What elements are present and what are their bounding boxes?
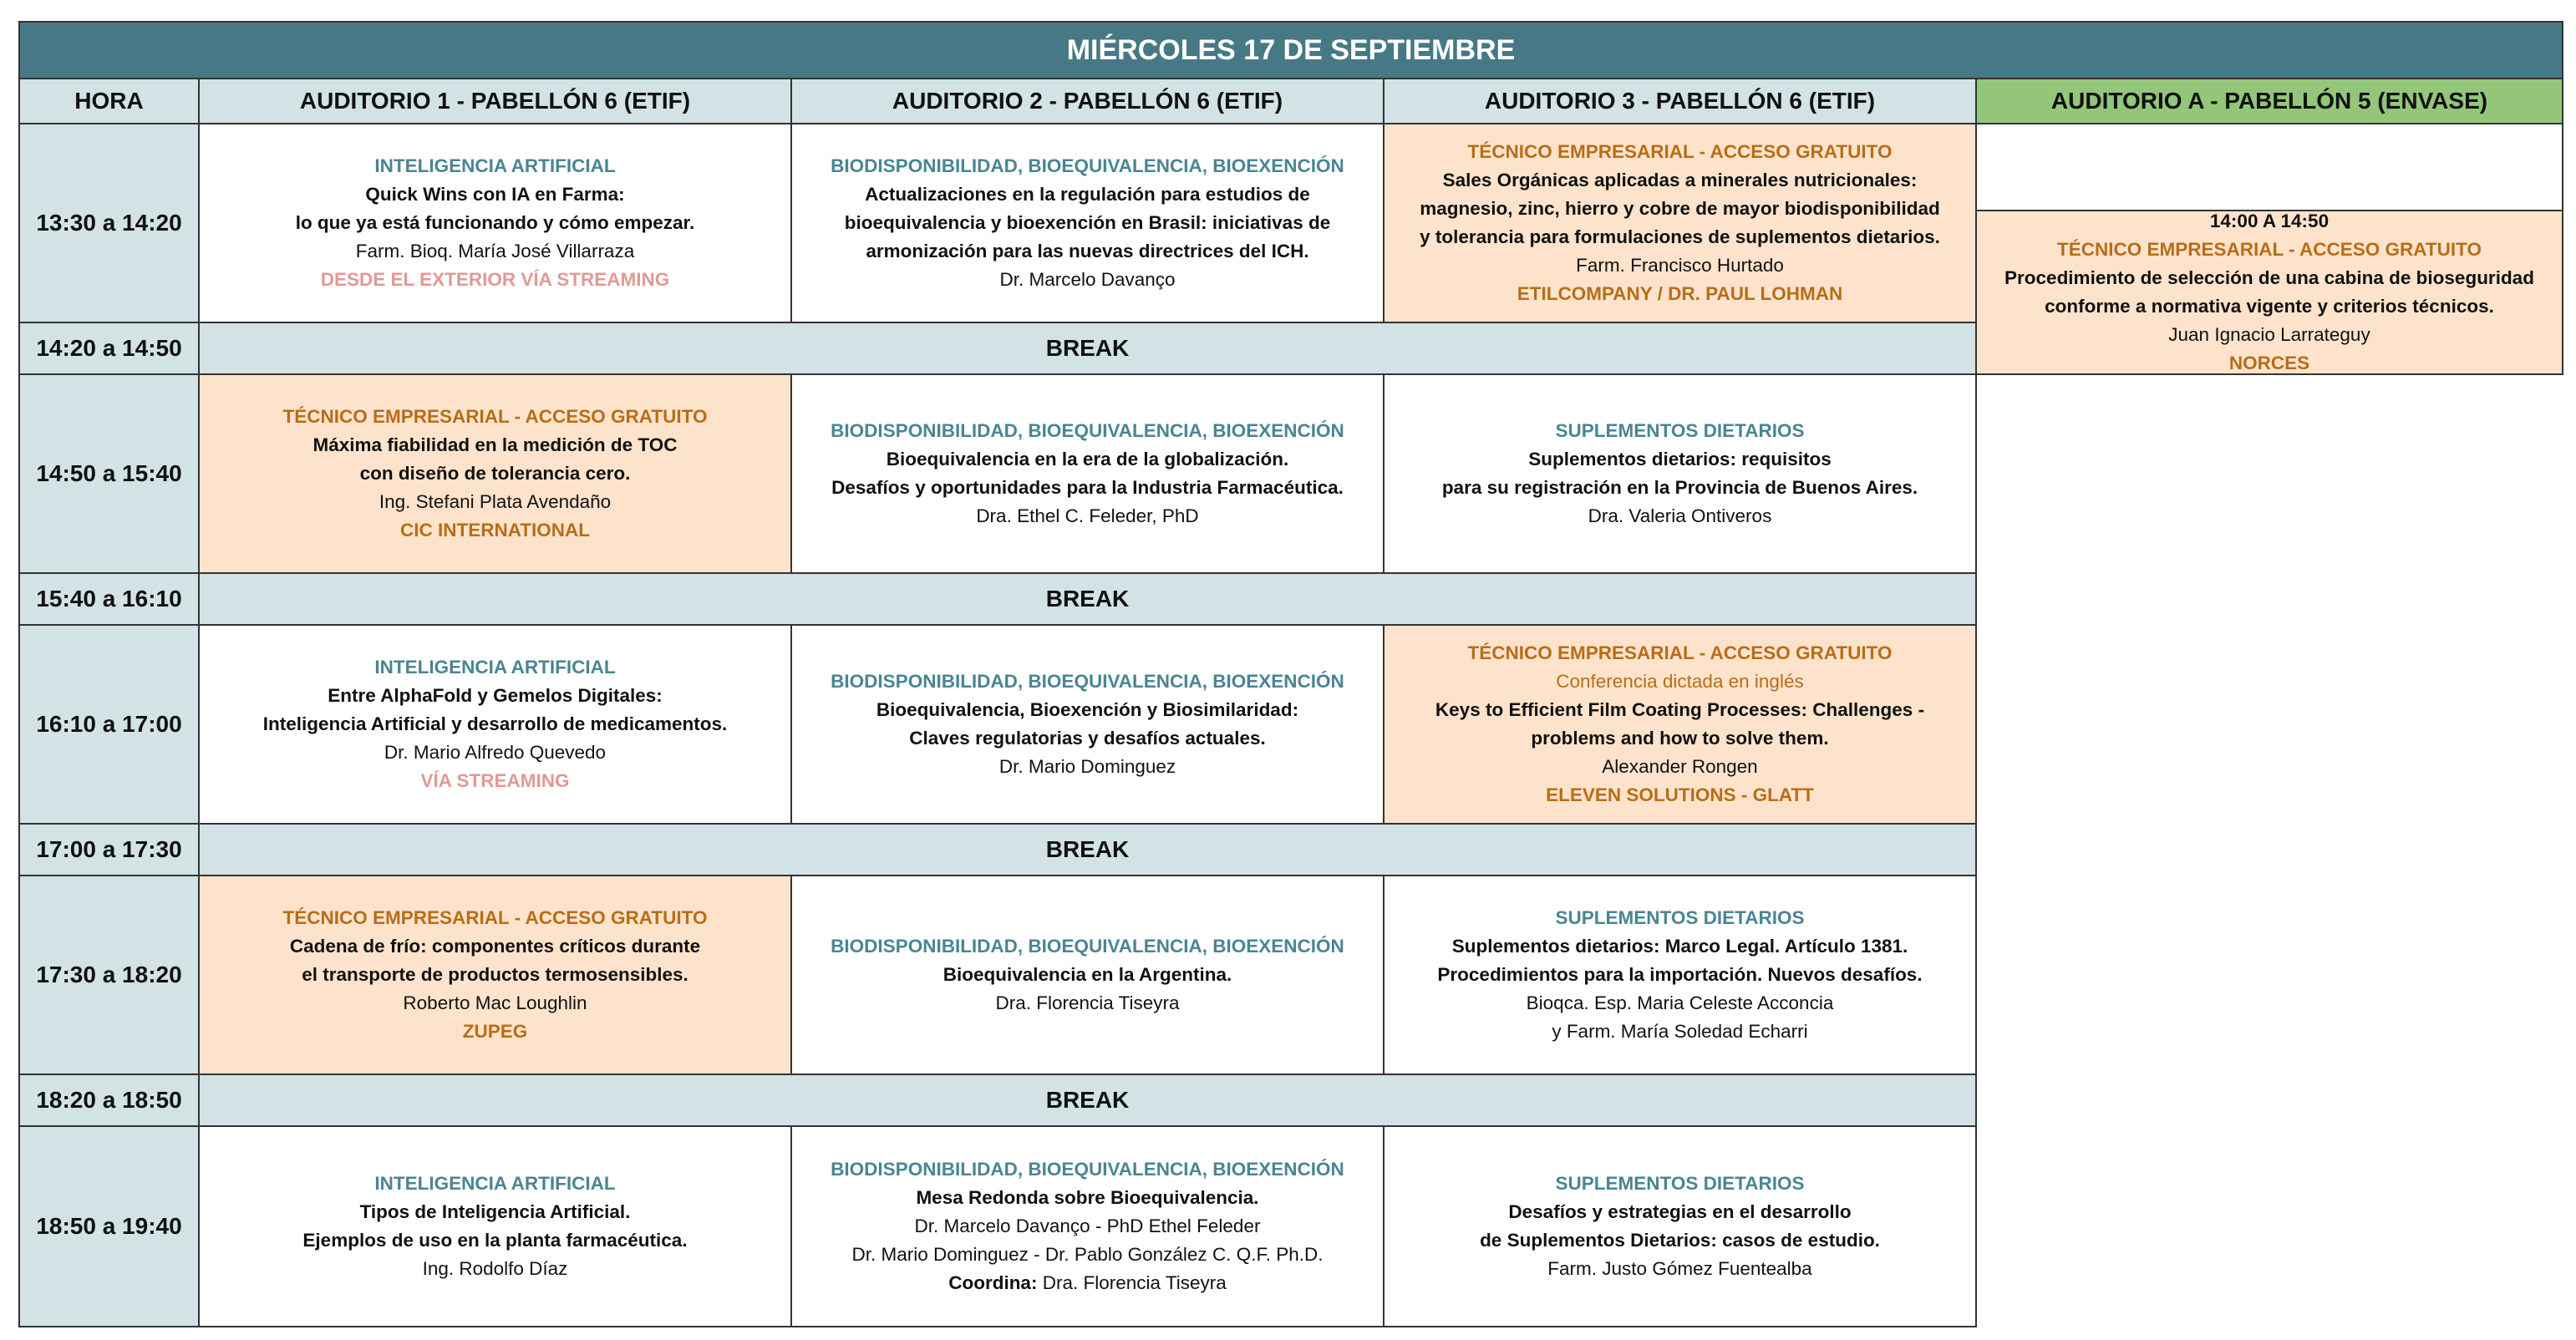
- break-row-4: [198, 1074, 1977, 1127]
- session-topic: BIODISPONIBILIDAD, BIOEQUIVALENCIA, BIOEXENCIÓN: [831, 671, 1344, 692]
- session-speaker: Dra. Ethel C. Feleder, PhD: [976, 505, 1199, 526]
- time-label: 16:10 a 17:00: [36, 711, 182, 737]
- session-company: CIC INTERNATIONAL: [399, 520, 591, 541]
- session-topic: SUPLEMENTOS DIETARIOS: [1555, 1173, 1805, 1194]
- session-title: conforme a normativa vigente y criterios técnicos.: [2045, 296, 2494, 317]
- session-topic: TÉCNICO EMPRESARIAL - ACCESO GRATUITO: [282, 406, 708, 427]
- header-auditorio-a: [1975, 78, 2563, 124]
- page-title: [18, 21, 2563, 79]
- time-label: 14:50 a 15:40: [36, 460, 182, 486]
- time-label: 17:30 a 18:20: [36, 962, 182, 987]
- session-topic: INTELIGENCIA ARTIFICIAL: [374, 657, 616, 678]
- time-slot-3: [18, 373, 200, 574]
- time-slot-8: [18, 1074, 200, 1127]
- session-title: Actualizaciones en la regulación para estudios de: [865, 184, 1310, 205]
- break-label: BREAK: [1045, 586, 1130, 612]
- break-row-3: [198, 823, 1977, 876]
- session-speaker: Dr. Marcelo Davanço: [999, 269, 1176, 290]
- coordinator-label: Coordina:: [948, 1272, 1038, 1293]
- session-title: magnesio, zinc, hierro y cobre de mayor biodisponibilidad: [1420, 198, 1940, 219]
- session-speaker: Dr. Mario Dominguez: [998, 756, 1176, 777]
- session-title: Entre AlphaFold y Gemelos Digitales:: [328, 685, 663, 706]
- session-topic: TÉCNICO EMPRESARIAL - ACCESO GRATUITO: [282, 907, 708, 928]
- time-slot-6: [18, 823, 200, 876]
- session-auditorio-a: [1975, 210, 2563, 375]
- time-label: 15:40 a 16:10: [36, 586, 182, 612]
- session-title: Desafíos y oportunidades para la Industria Farmacéutica.: [831, 477, 1344, 498]
- header-auditorio-1: [198, 78, 792, 124]
- session-title: Cadena de frío: componentes críticos durante: [289, 936, 701, 957]
- header-auditorio-1-label: AUDITORIO 1 - PABELLÓN 6 (ETIF): [299, 88, 691, 114]
- session-title: y tolerancia para formulaciones de suplementos dietarios.: [1420, 226, 1940, 247]
- session-note: DESDE EL EXTERIOR VÍA STREAMING: [320, 269, 670, 290]
- time-label: 17:00 a 17:30: [36, 836, 182, 862]
- session-title: Suplementos dietarios: Marco Legal. Artículo 1381.: [1451, 936, 1908, 957]
- session-topic: INTELIGENCIA ARTIFICIAL: [374, 155, 616, 176]
- session-speaker: Roberto Mac Loughlin: [403, 992, 587, 1013]
- session-title: Máxima fiabilidad en la medición de TOC: [312, 434, 678, 455]
- session-r5-aud3: [1383, 624, 1977, 825]
- session-r5-aud2: [790, 624, 1385, 825]
- session-note: VÍA STREAMING: [420, 770, 570, 791]
- session-title: Claves regulatorias y desafíos actuales.: [909, 728, 1266, 749]
- session-r9-aud1: [198, 1125, 792, 1327]
- session-speaker: Dr. Marcelo Davanço - PhD Ethel Feleder: [914, 1216, 1261, 1236]
- session-title: Desafíos y estrategias en el desarrollo: [1508, 1201, 1852, 1222]
- session-title: Sales Orgánicas aplicadas a minerales nutricionales:: [1442, 170, 1918, 190]
- break-row-2: [198, 572, 1977, 626]
- session-title: para su registración en la Provincia de Buenos Aires.: [1441, 477, 1918, 498]
- session-title: Keys to Efficient Film Coating Processes: Challenges -: [1435, 699, 1925, 720]
- session-r7-aud2: [790, 875, 1385, 1075]
- time-label: 14:20 a 14:50: [36, 335, 182, 361]
- title-text: MIÉRCOLES 17 DE SEPTIEMBRE: [1066, 34, 1516, 66]
- session-title: armonización para las nuevas directrices del ICH.: [866, 241, 1309, 261]
- session-title: Procedimientos para la importación. Nuevos desafíos.: [1437, 964, 1923, 985]
- session-topic: BIODISPONIBILIDAD, BIOEQUIVALENCIA, BIOEXENCIÓN: [831, 155, 1344, 176]
- session-topic: BIODISPONIBILIDAD, BIOEQUIVALENCIA, BIOEXENCIÓN: [831, 936, 1344, 957]
- header-auditorio-3-label: AUDITORIO 3 - PABELLÓN 6 (ETIF): [1484, 88, 1876, 114]
- time-slot-9: [18, 1125, 200, 1327]
- session-topic: SUPLEMENTOS DIETARIOS: [1555, 907, 1805, 928]
- break-label: BREAK: [1045, 836, 1130, 862]
- session-r9-aud2: [790, 1125, 1385, 1327]
- session-title: Bioequivalencia, Bioexención y Biosimilaridad:: [876, 699, 1299, 720]
- session-time: 14:00 A 14:50: [2209, 211, 2330, 231]
- session-title: problems and how to solve them.: [1531, 728, 1829, 749]
- session-topic: BIODISPONIBILIDAD, BIOEQUIVALENCIA, BIOEXENCIÓN: [831, 420, 1344, 441]
- session-speaker: Bioqca. Esp. Maria Celeste Acconcia: [1526, 992, 1834, 1013]
- session-title: el transporte de productos termosensibles.: [302, 964, 688, 985]
- auditorio-a-empty-slot: [1975, 123, 2563, 211]
- session-title: Inteligencia Artificial y desarrollo de medicamentos.: [262, 713, 728, 734]
- session-company: NORCES: [2228, 353, 2310, 373]
- break-label: BREAK: [1045, 335, 1130, 361]
- header-auditorio-2: [790, 78, 1385, 124]
- session-r3-aud1: [198, 373, 792, 574]
- session-company: ZUPEG: [462, 1021, 528, 1042]
- session-speaker: Dra. Florencia Tiseyra: [995, 992, 1180, 1013]
- session-topic: SUPLEMENTOS DIETARIOS: [1555, 420, 1805, 441]
- time-label: 13:30 a 14:20: [36, 210, 182, 236]
- session-coordinator: [948, 1269, 1227, 1297]
- session-language-note: Conferencia dictada en inglés: [1556, 671, 1804, 692]
- session-topic: TÉCNICO EMPRESARIAL - ACCESO GRATUITO: [2057, 239, 2482, 260]
- session-speaker: Dr. Mario Dominguez - Dr. Pablo González C. Q.F. Ph.D.: [851, 1244, 1324, 1265]
- session-title: Ejemplos de uso en la planta farmacéutica.: [302, 1230, 688, 1251]
- session-title: lo que ya está funcionando y cómo empezar.: [295, 212, 695, 233]
- session-r1-aud2: [790, 123, 1385, 323]
- time-slot-1: [18, 123, 200, 323]
- time-slot-7: [18, 875, 200, 1075]
- time-label: 18:20 a 18:50: [36, 1087, 182, 1113]
- session-r7-aud1: [198, 875, 792, 1075]
- time-slot-5: [18, 624, 200, 825]
- header-hora-label: HORA: [74, 88, 144, 114]
- session-r5-aud1: [198, 624, 792, 825]
- session-company: ETILCOMPANY / DR. PAUL LOHMAN: [1517, 283, 1843, 304]
- session-speaker: Farm. Bioq. María José Villarraza: [355, 241, 635, 261]
- session-topic: INTELIGENCIA ARTIFICIAL: [374, 1173, 616, 1194]
- header-auditorio-3: [1383, 78, 1977, 124]
- header-auditorio-a-label: AUDITORIO A - PABELLÓN 5 (ENVASE): [2050, 88, 2488, 114]
- break-label: BREAK: [1045, 1087, 1130, 1113]
- break-row-1: [198, 322, 1977, 375]
- session-title: Mesa Redonda sobre Bioequivalencia.: [916, 1187, 1259, 1208]
- session-title: Bioequivalencia en la Argentina.: [943, 964, 1232, 985]
- session-r3-aud3: [1383, 373, 1977, 574]
- session-speaker: Ing. Rodolfo Díaz: [422, 1258, 568, 1279]
- session-r1-aud1: [198, 123, 792, 323]
- session-title: Bioequivalencia en la era de la globalización.: [886, 449, 1289, 470]
- session-r9-aud3: [1383, 1125, 1977, 1327]
- session-title: de Suplementos Dietarios: casos de estudio.: [1480, 1230, 1880, 1251]
- session-r3-aud2: [790, 373, 1385, 574]
- session-speaker: Farm. Francisco Hurtado: [1576, 255, 1784, 276]
- session-topic: TÉCNICO EMPRESARIAL - ACCESO GRATUITO: [1467, 642, 1893, 663]
- session-topic: BIODISPONIBILIDAD, BIOEQUIVALENCIA, BIOEXENCIÓN: [831, 1159, 1344, 1180]
- session-r7-aud3: [1383, 875, 1977, 1075]
- session-title: con diseño de tolerancia cero.: [359, 463, 631, 484]
- time-slot-2: [18, 322, 200, 375]
- session-r1-aud3: [1383, 123, 1977, 323]
- time-slot-4: [18, 572, 200, 626]
- session-speaker: Dra. Valeria Ontiveros: [1588, 505, 1772, 526]
- session-title: Tipos de Inteligencia Artificial.: [359, 1201, 631, 1222]
- session-company: ELEVEN SOLUTIONS - GLATT: [1546, 784, 1814, 805]
- session-title: Suplementos dietarios: requisitos: [1528, 449, 1832, 470]
- session-title: Quick Wins con IA en Farma:: [365, 184, 625, 205]
- session-speaker: y Farm. María Soledad Echarri: [1552, 1021, 1808, 1042]
- session-title: Procedimiento de selección de una cabina de bioseguridad: [2004, 267, 2534, 288]
- session-speaker: Ing. Stefani Plata Avendaño: [379, 491, 612, 512]
- session-topic: TÉCNICO EMPRESARIAL - ACCESO GRATUITO: [1467, 141, 1893, 162]
- header-auditorio-2-label: AUDITORIO 2 - PABELLÓN 6 (ETIF): [892, 88, 1283, 114]
- session-speaker: Juan Ignacio Larrateguy: [2168, 324, 2370, 345]
- session-speaker: Dr. Mario Alfredo Quevedo: [384, 742, 607, 763]
- coordinator-name: Dra. Florencia Tiseyra: [1037, 1272, 1227, 1293]
- session-speaker: Alexander Rongen: [1602, 756, 1758, 777]
- session-speaker: Farm. Justo Gómez Fuentealba: [1547, 1258, 1812, 1279]
- header-hora: [18, 78, 200, 124]
- session-title: bioequivalencia y bioexención en Brasil: iniciativas de: [844, 212, 1331, 233]
- time-label: 18:50 a 19:40: [36, 1213, 182, 1239]
